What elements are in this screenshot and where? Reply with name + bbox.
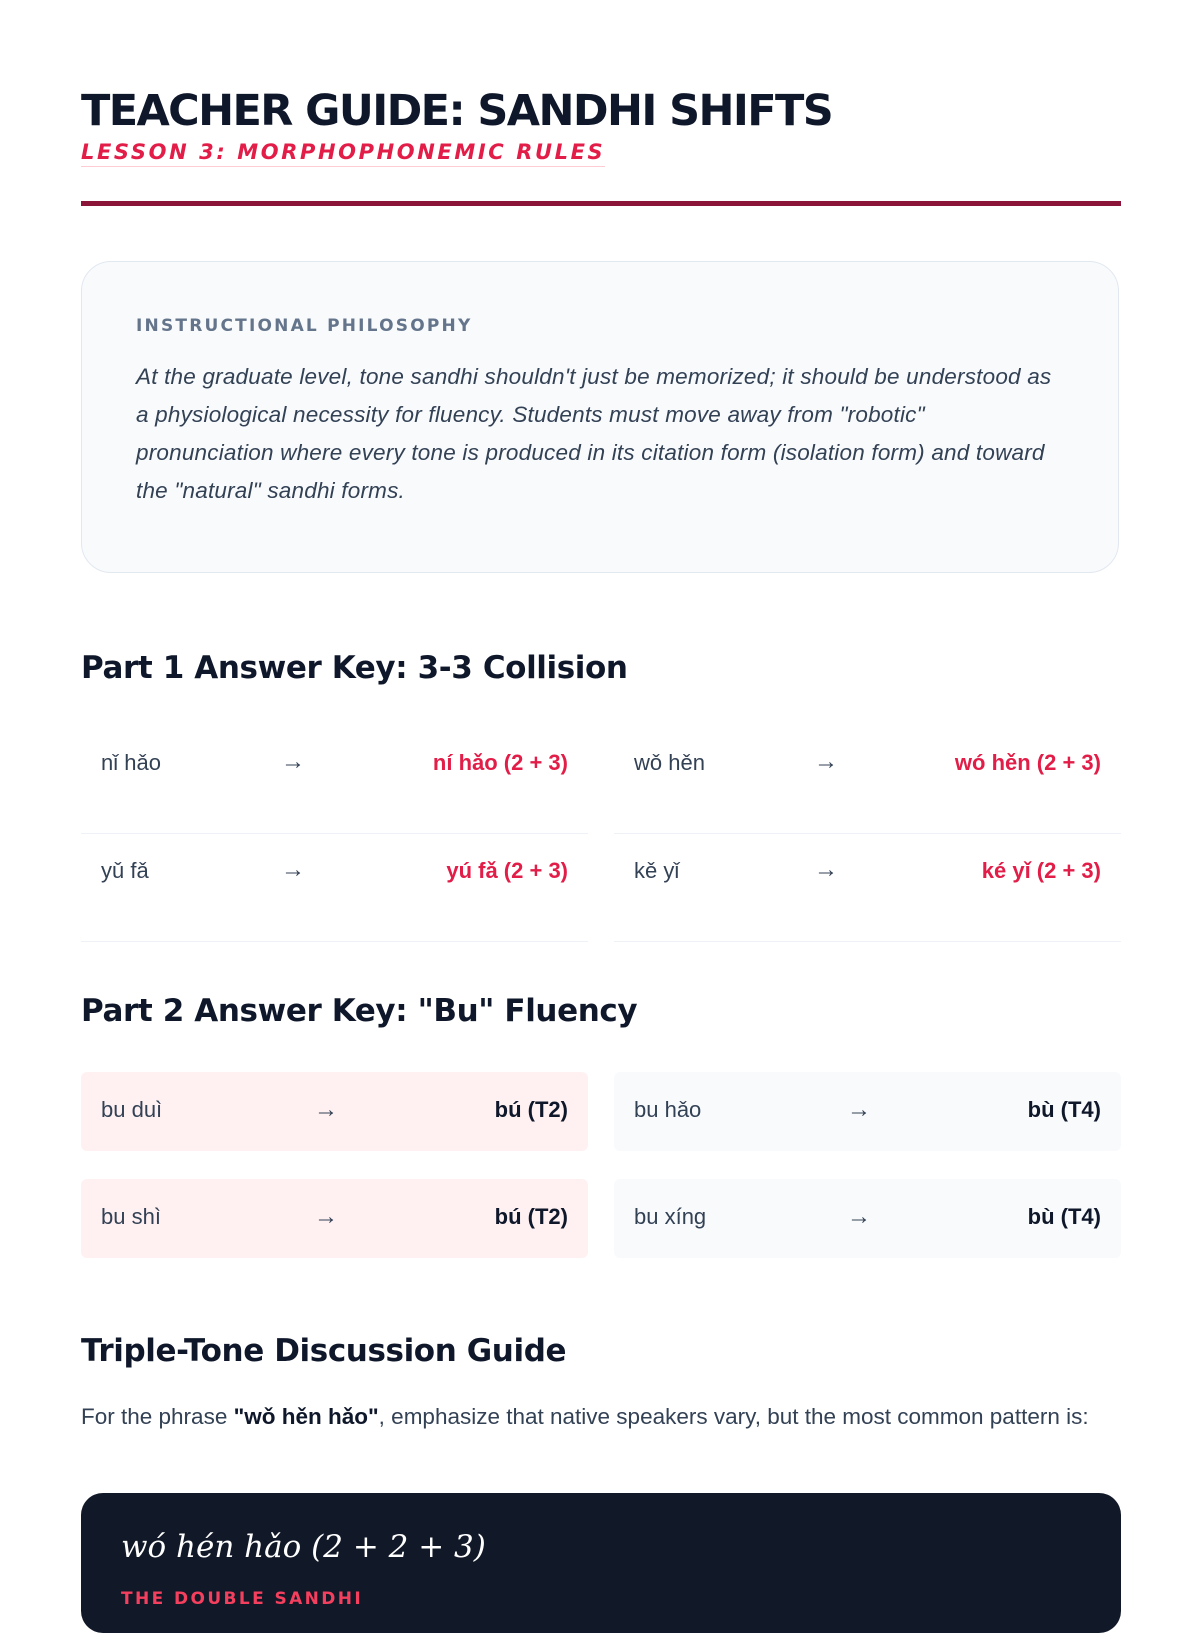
answer-row — [81, 1179, 588, 1258]
answer-source: nǐ hǎo — [101, 750, 161, 775]
answer-result: ní hǎo (2 + 3) — [432, 750, 568, 775]
discussion-text-after: , emphasize that native speakers vary, but the most common pattern is: — [378, 1404, 1089, 1429]
arrow-right-icon: → — [847, 1096, 871, 1123]
arrow-right-icon: → — [281, 748, 305, 775]
philosophy-label: INSTRUCTIONAL PHILOSOPHY — [136, 316, 473, 336]
answer-row — [614, 834, 1121, 942]
discussion-paragraph — [81, 1400, 1121, 1434]
page-header — [81, 84, 1121, 167]
discussion-text-before: For the phrase — [81, 1404, 234, 1429]
answer-source: bu duì — [101, 1097, 163, 1122]
answer-source: wǒ hěn — [634, 750, 705, 775]
part1-answer-grid — [81, 726, 1121, 942]
lesson-subtitle: LESSON 3: MORPHOPHONEMIC RULES — [81, 140, 605, 167]
arrow-right-icon: → — [314, 1203, 338, 1230]
part2-heading: Part 2 Answer Key: "Bu" Fluency — [81, 993, 638, 1029]
discussion-heading: Triple-Tone Discussion Guide — [81, 1333, 567, 1369]
discussion-phrase: "wǒ hěn hǎo" — [233, 1404, 379, 1429]
part1-heading: Part 1 Answer Key: 3-3 Collision — [81, 650, 628, 686]
sandhi-formula: wó hén hǎo (2 + 2 + 3) — [121, 1529, 486, 1565]
answer-source: kě yǐ — [634, 858, 680, 883]
arrow-right-icon: → — [847, 1203, 871, 1230]
answer-result: bù (T4) — [1027, 1204, 1101, 1229]
part2-answer-grid — [81, 1072, 1121, 1258]
answer-row — [614, 1179, 1121, 1258]
answer-source: yǔ fǎ — [101, 858, 149, 883]
answer-source: bu xíng — [634, 1204, 707, 1229]
answer-result: wó hěn (2 + 3) — [954, 750, 1101, 775]
answer-result: ké yǐ (2 + 3) — [981, 858, 1101, 883]
philosophy-card — [81, 261, 1119, 573]
arrow-right-icon: → — [281, 856, 305, 883]
double-sandhi-card — [81, 1493, 1121, 1633]
answer-result: bù (T4) — [1027, 1097, 1101, 1122]
answer-row — [81, 726, 588, 834]
header-divider — [81, 201, 1121, 206]
arrow-right-icon: → — [314, 1096, 338, 1123]
answer-source: bu hǎo — [634, 1097, 702, 1122]
answer-row — [614, 726, 1121, 834]
answer-result: bú (T2) — [494, 1097, 568, 1122]
answer-source: bu shì — [101, 1204, 161, 1229]
arrow-right-icon: → — [814, 748, 838, 775]
answer-result: yú fǎ (2 + 3) — [446, 858, 568, 883]
sandhi-caption: THE DOUBLE SANDHI — [121, 1589, 364, 1609]
answer-row — [81, 1072, 588, 1151]
answer-result: bú (T2) — [494, 1204, 568, 1229]
page-title: TEACHER GUIDE: SANDHI SHIFTS — [81, 86, 833, 136]
philosophy-text: At the graduate level, tone sandhi shouldn't just be memorized; it should be understood as a physiological necessity for fluency. Students must move away from "robotic" pronunciation where every tone is produced in its citation form (isolation form) and toward the "natural" sandhi forms. — [136, 364, 1052, 503]
answer-row — [614, 1072, 1121, 1151]
arrow-right-icon: → — [814, 856, 838, 883]
answer-row — [81, 834, 588, 942]
